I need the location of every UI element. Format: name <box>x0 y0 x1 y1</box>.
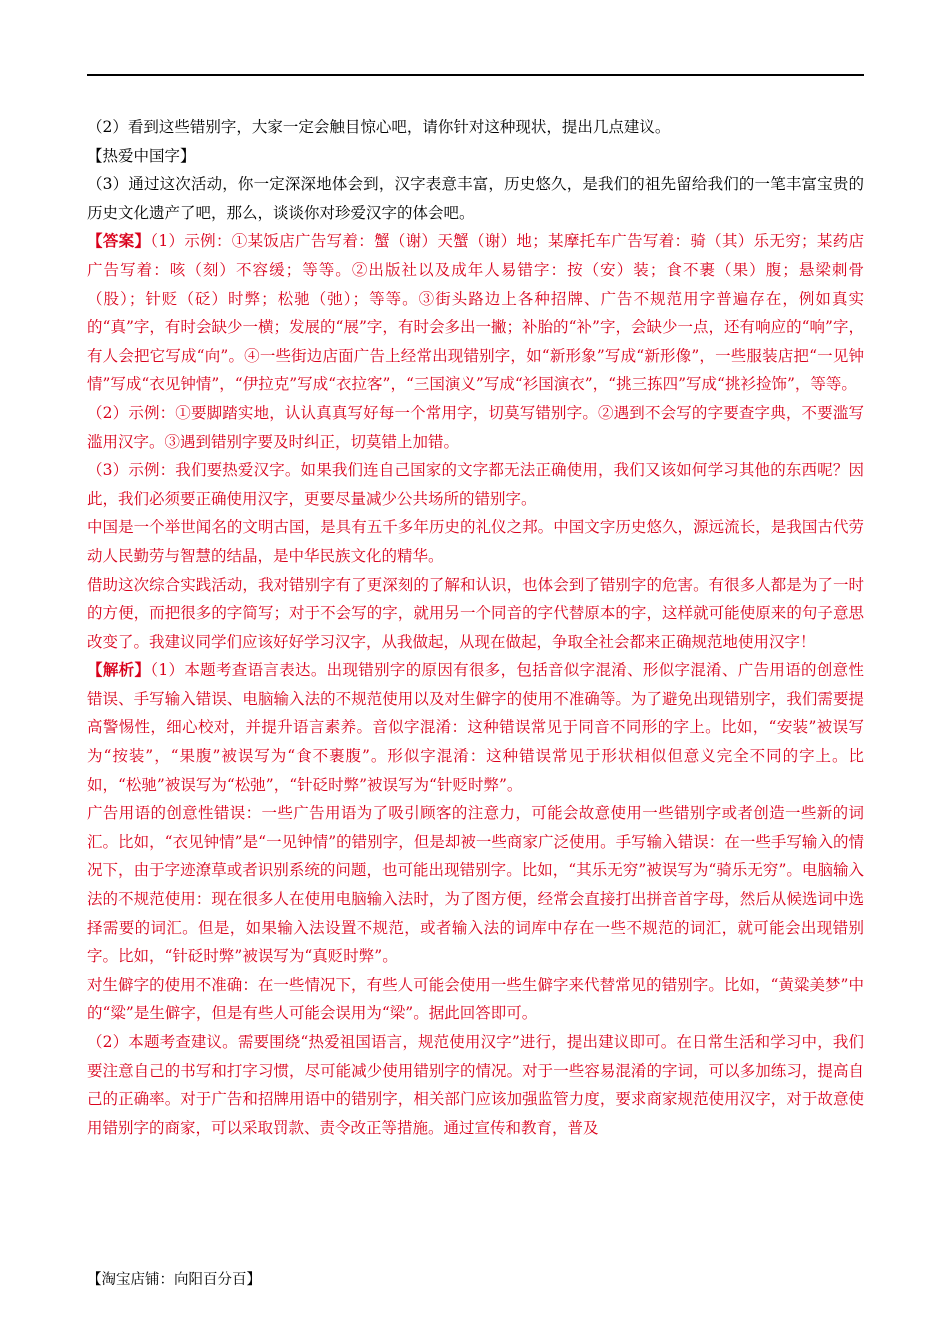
answer-text-1: （1）示例：①某饭店广告写着：蟹（谢）天蟹（谢）地；某摩托车广告写着：骑（其）乐无穷；某药店广告写着：咳（刻）不容缓；等等。②出版社以及成年人易错字：按（安）装；食不裹（果）腹；悬梁刺骨（股）；针贬（砭）时弊；松驰（弛）；等等。③街头路边上各种招牌、广告不规范用字普遍存在，例如真实的“真”字，有时会缺少一横；发展的“展”字，有时会多出一撇；补胎的“补”字，会缺少一点，还有响应的“响”字，有人会把它写成“向”。④一些街边店面广告上经常出现错别字，如“新形象”写成“新形像”，一些服装店把“一见钟情”写成“衣见钟情”，“伊拉克”写成“衣拉客”，“三国演义”写成“衫国演衣”，“挑三拣四”写成“挑衫捡饰”，等等。 <box>87 232 864 394</box>
document-body <box>87 113 864 1142</box>
analysis-paragraph-3: 对生僻字的使用不准确：在一些情况下，有些人可能会使用一些生僻字来代替常见的错别字。比如，“黄粱美梦”中的“粱”是生僻字，但是有些人可能会误用为“梁”。据此回答即可。 <box>87 975 864 1023</box>
answer-label: 【答案】 <box>87 231 151 251</box>
section-title: 【热爱中国字】 <box>87 146 196 165</box>
analysis-text-1: （1）本题考查语言表达。出现错别字的原因有很多，包括音似字混淆、形似字混淆、广告用语的创意性错误、手写输入错误、电脑输入法的不规范使用以及对生僻字的使用不准确等。为了避免出现错别字，我们需要提高警惕性，细心校对，并提升语言素养。音似字混淆：这种错误常见于同音不同形的字上。比如，“安装”被误写为“按装”，“果腹”被误写为“食不裹腹”。形似字混淆：这种错误常见于形状相似但意义完全不同的字上。比如，“松驰”被误写为“松弛”，“针砭时弊”被误写为“针贬时弊”。 <box>87 661 864 794</box>
question-2: （2）看到这些错别字，大家一定会触目惊心吧，请你针对这种现状，提出几点建议。 <box>87 118 671 136</box>
answer-paragraph-4: 中国是一个举世闻名的文明古国，是具有五千多年历史的礼仪之邦。中国文字历史悠久，源远流长，是我国古代劳动人民勤劳与智慧的结晶，是中华民族文化的精华。 <box>87 518 864 565</box>
analysis-paragraph-4: （2）本题考查建议。需要围绕“热爱祖国语言，规范使用汉字”进行，提出建议即可。在日常生活和学习中，我们要注意自己的书写和打字习惯，尽可能减少使用错别字的情况。对于一些容易混淆的字词，可以多加练习，提高自己的正确率。对于广告和招牌用语中的错别字，相关部门应该加强监管力度，要求商家规范使用汉字，对于故意使用错别字的商家，可以采取罚款、责令改正等措施。通过宣传和教育，普及 <box>87 1033 864 1137</box>
analysis-paragraph-2: 广告用语的创意性错误：一些广告用语为了吸引顾客的注意力，可能会故意使用一些错别字或者创造一些新的词汇。比如，“衣见钟情”是“一见钟情”的错别字，但是却被一些商家广泛使用。手写输入错误：在一些手写输入的情况下，由于字迹潦草或者识别系统的问题，也可能出现错别字。比如，“其乐无穷”被误写为“骑乐无穷”。电脑输入法的不规范使用：现在很多人在使用电脑输入法时，为了图方便，经常会直接打出拼音首字母，然后从候选词中选择需要的词汇。但是，如果输入法设置不规范，或者输入法的词库中存在一些不规范的词汇，就可能会出现错别字。比如，“针砭时弊”被误写为“真贬时弊”。 <box>87 804 864 966</box>
answer-paragraph-3: （3）示例：我们要热爱汉字。如果我们连自己国家的文字都无法正确使用，我们又该如何学习其他的东西呢？因此，我们必须要正确使用汉字，更要尽量减少公共场所的错别字。 <box>87 461 864 508</box>
analysis-label: 【解析】 <box>87 660 151 680</box>
answer-paragraph-5: 借助这次综合实践活动，我对错别字有了更深刻的了解和认识，也体会到了错别字的危害。有很多人都是为了一时的方便，而把很多的字简写；对于不会写的字，就用另一个同音的字代替原本的字，这样就可能使原来的句子意思改变了。我建议同学们应该好好学习汉字，从我做起，从现在做起，争取全社会都来正确规范地使用汉字！ <box>87 575 864 651</box>
answer-paragraph-1 <box>87 227 864 399</box>
footer-shop-name: 【淘宝店铺：向阳百分百】 <box>87 1272 261 1288</box>
analysis-paragraph-1 <box>87 656 864 799</box>
header-rule <box>87 74 864 76</box>
question-3: （3）通过这次活动，你一定深深地体会到，汉字表意丰富，历史悠久，是我们的祖先留给我们的一笔丰富宝贵的历史文化遗产了吧，那么，谈谈你对珍爱汉字的体会吧。 <box>87 175 864 222</box>
answer-paragraph-2: （2）示例：①要脚踏实地，认认真真写好每一个常用字，切莫写错别字。②遇到不会写的字要查字典，不要滥写滥用汉字。③遇到错别字要及时纠正，切莫错上加错。 <box>87 403 864 451</box>
